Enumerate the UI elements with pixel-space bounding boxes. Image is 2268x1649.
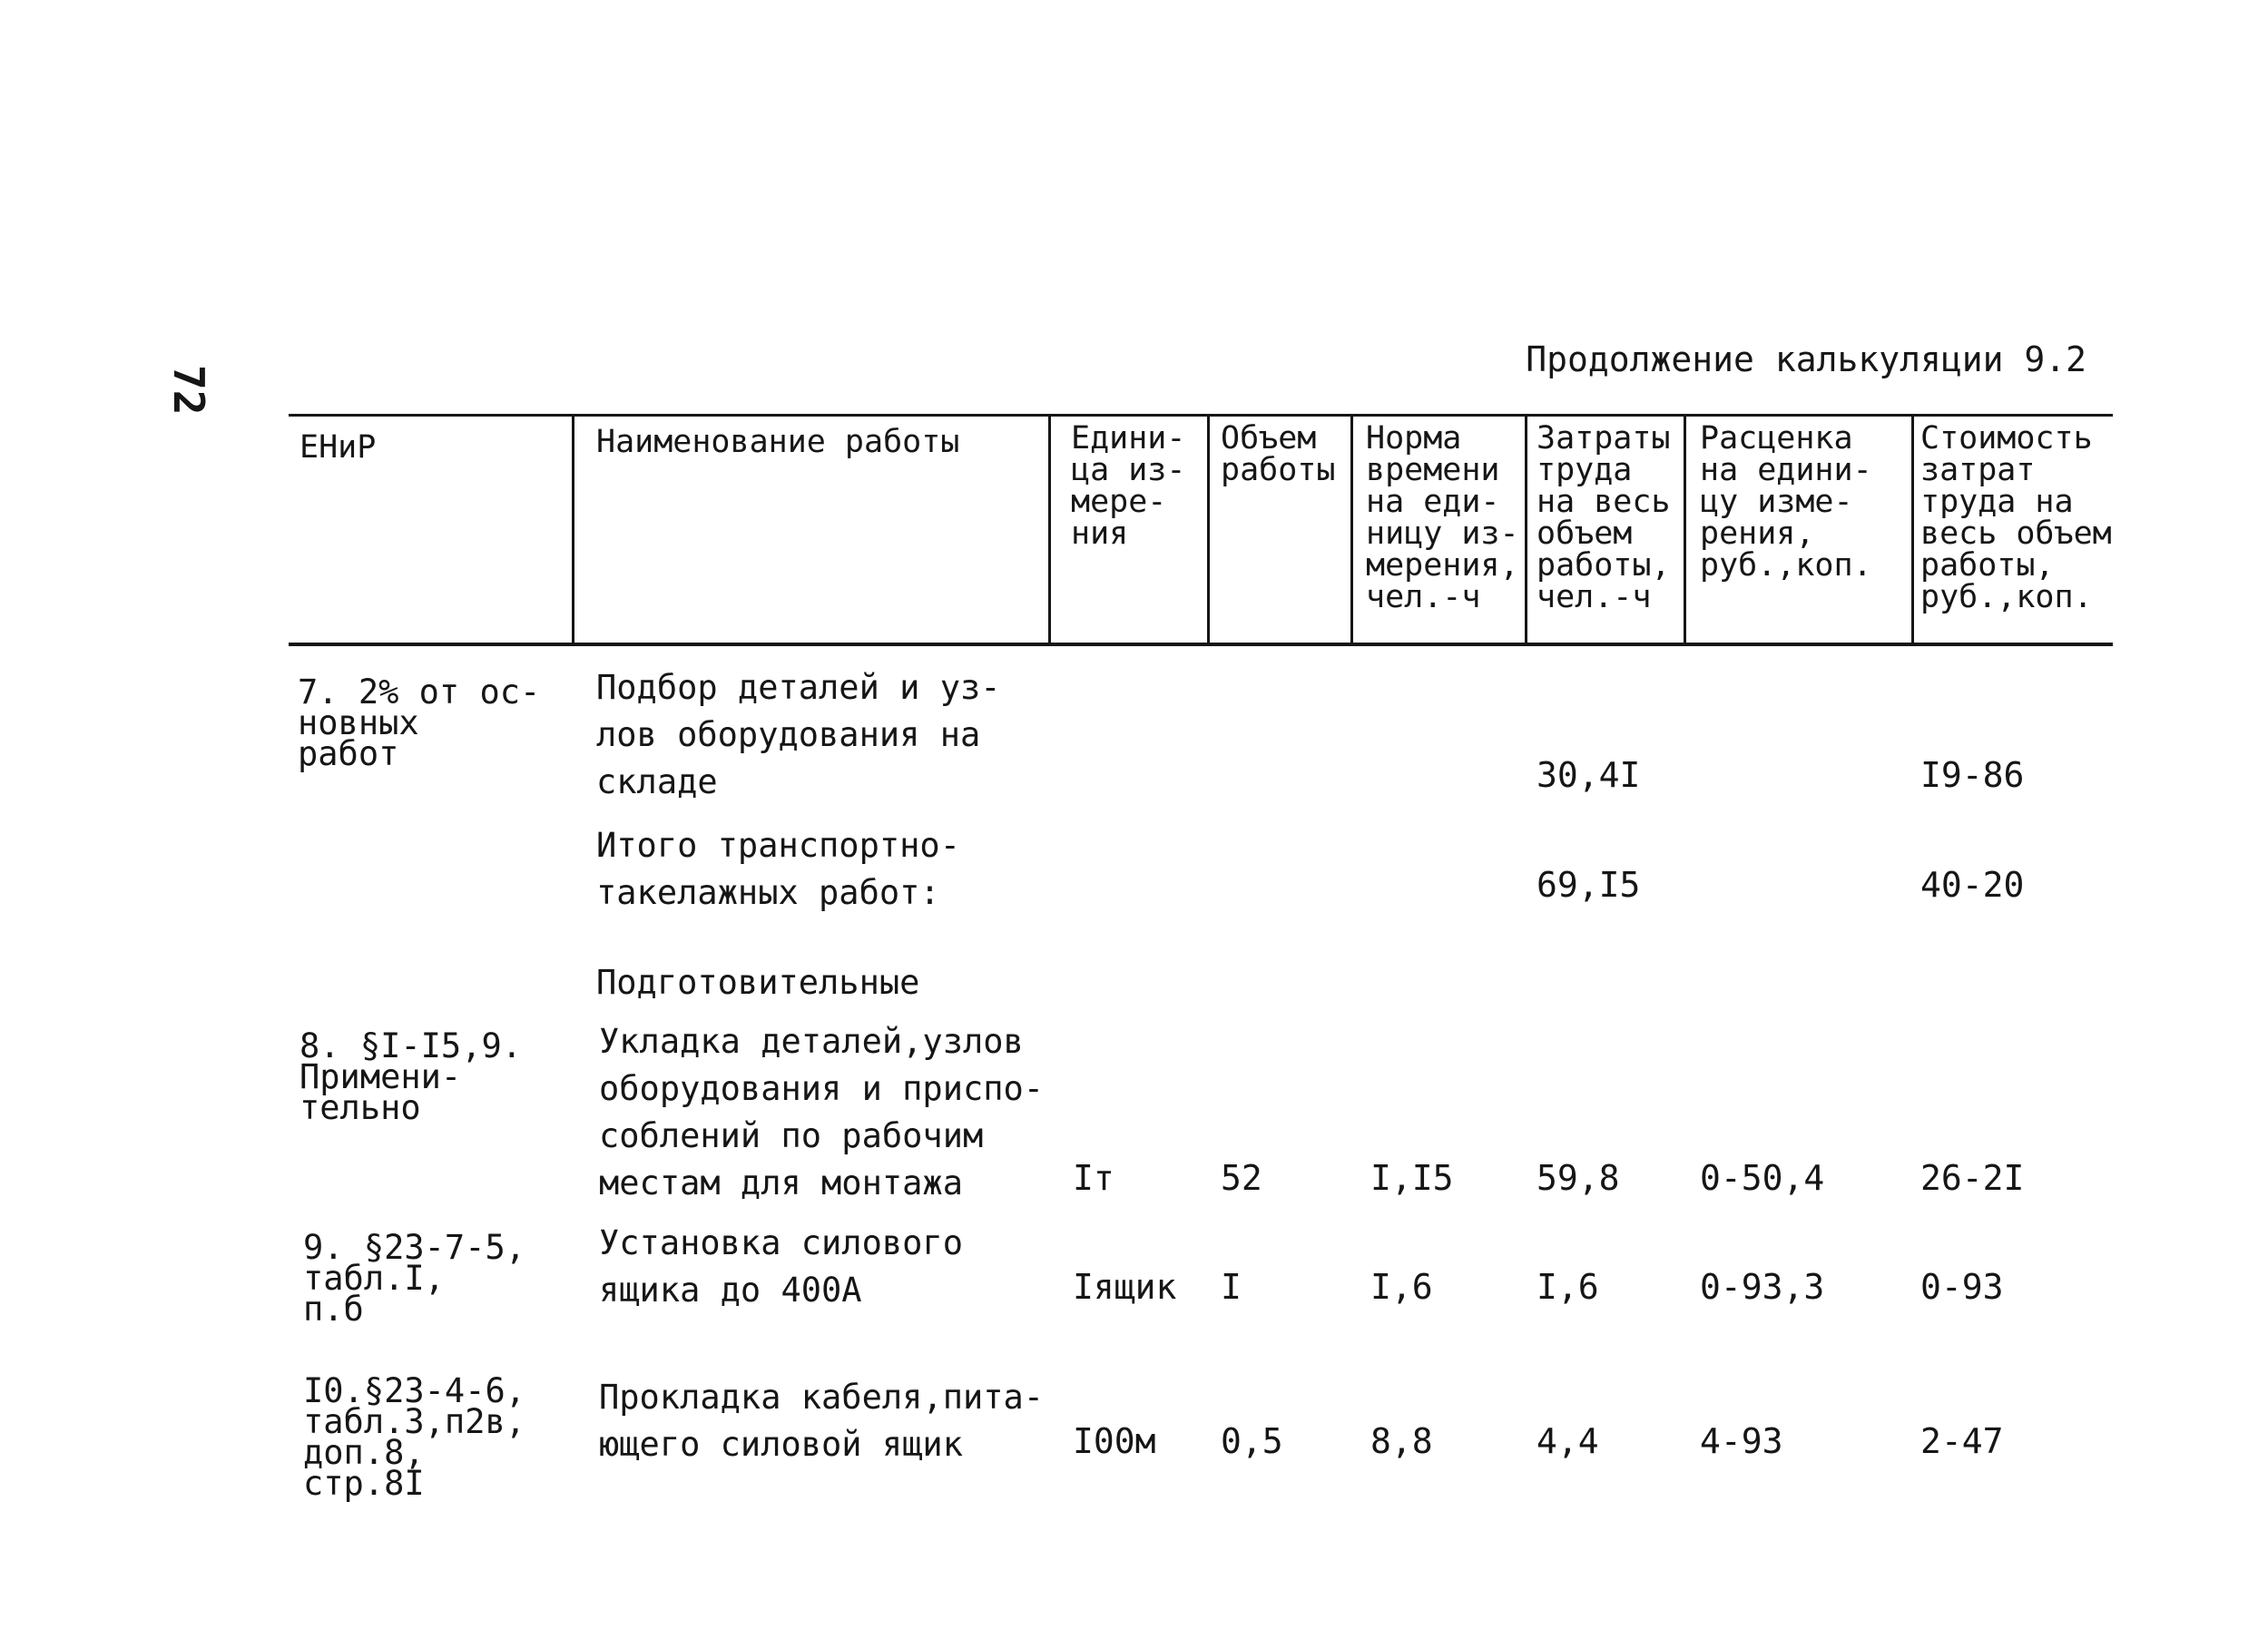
continuation-title: Продолжение калькуляции 9.2: [1526, 339, 2086, 379]
row-volume: I: [1221, 1267, 1242, 1307]
row-time-norm: 8,8: [1370, 1421, 1433, 1461]
row-rate: 0-93,3: [1700, 1267, 1825, 1307]
row-labor: I,6: [1537, 1267, 1599, 1307]
row-cost: 2-47: [1920, 1421, 2004, 1461]
row-labor: 4,4: [1537, 1421, 1599, 1461]
section-heading: Подготовительные: [596, 963, 920, 1002]
header-unit: Едини- ца из- мере- ния: [1071, 420, 1186, 552]
row-labor: 69,I5: [1537, 865, 1641, 905]
row-cost: 0-93: [1920, 1267, 2004, 1307]
header-work-name: Наименование работы: [596, 424, 960, 460]
row-labor: 30,4I: [1537, 755, 1641, 795]
row-unit: I00м: [1073, 1421, 1156, 1461]
row-enir: 7. 2% от ос- новных работ: [298, 672, 541, 773]
header-time-norm: Норма времени на еди- ницу из- мерения, чел.-ч: [1366, 420, 1519, 615]
row-volume: 0,5: [1221, 1421, 1283, 1461]
row-unit: Iящик: [1073, 1267, 1177, 1307]
row-enir: 8. §I-I5,9. Примени- тельно: [299, 1026, 523, 1127]
column-divider: [1911, 416, 1914, 643]
row-enir: 9. §23-7-5, табл.I, п.б: [303, 1228, 526, 1329]
row-work-name: Установка силового ящика до 400А: [599, 1223, 963, 1310]
header-enir: ЕНиР: [299, 429, 377, 466]
column-divider: [1684, 416, 1686, 643]
column-divider: [1350, 416, 1353, 643]
row-time-norm: I,6: [1370, 1267, 1433, 1307]
row-cost: 26-2I: [1920, 1158, 2025, 1198]
header-volume: Объем работы: [1221, 420, 1336, 488]
row-enir: I0.§23-4-6, табл.3,п2в, доп.8, стр.8I: [303, 1371, 526, 1503]
page-number: 72: [164, 365, 213, 416]
column-divider: [1207, 416, 1210, 643]
header-cost: Стоимость затрат труда на весь объем работы, руб.,коп.: [1920, 420, 2112, 615]
row-work-name: Подбор деталей и уз- лов оборудования на складе: [596, 668, 1001, 801]
row-cost: I9-86: [1920, 755, 2025, 795]
row-labor: 59,8: [1537, 1158, 1620, 1198]
table-top-rule: [289, 414, 2113, 417]
column-divider: [1048, 416, 1051, 643]
row-work-name: Прокладка кабеля,пита- ющего силовой ящик: [599, 1378, 1045, 1464]
column-divider: [1525, 416, 1527, 643]
header-labor: Затраты труда на весь объем работы, чел.-ч: [1537, 420, 1671, 615]
row-work-name: Итого транспортно- такелажных работ:: [596, 826, 960, 912]
row-time-norm: I,I5: [1370, 1158, 1454, 1198]
column-divider: [572, 416, 574, 643]
table-header-rule: [289, 643, 2113, 646]
header-rate: Расценка на едини- цу изме- рения, руб.,коп.: [1700, 420, 1872, 584]
row-rate: 4-93: [1700, 1421, 1783, 1461]
row-work-name: Укладка деталей,узлов оборудования и приспо- соблений по рабочим местам для монтажа: [599, 1022, 1045, 1202]
row-volume: 52: [1221, 1158, 1262, 1198]
row-rate: 0-50,4: [1700, 1158, 1825, 1198]
row-unit: Iт: [1073, 1158, 1114, 1198]
row-cost: 40-20: [1920, 865, 2025, 905]
